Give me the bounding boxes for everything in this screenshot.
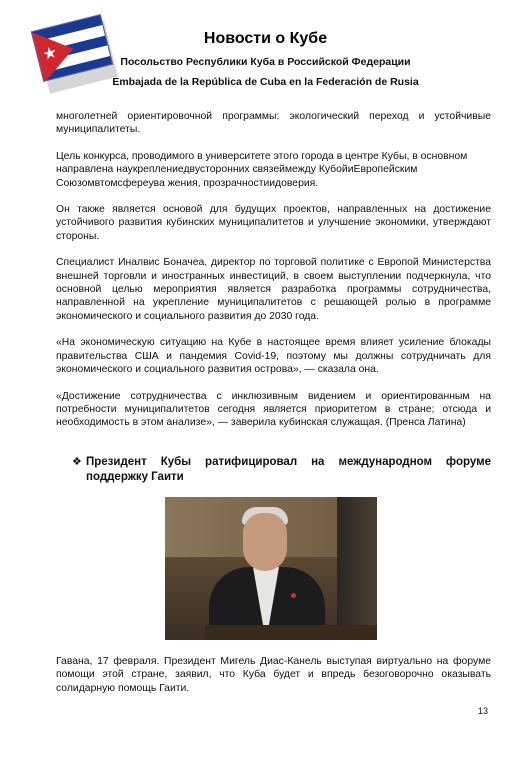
article-photo: [165, 497, 377, 640]
article-headline: [72, 455, 491, 485]
embassy-name-es: Embajada de la República de Cuba en la Federación de Rusia: [112, 76, 419, 88]
cuban-flag-icon: ★: [31, 14, 113, 82]
paragraph: «На экономическую ситуацию на Кубе в настоящее время влияет усиление блокады правительства США и пандемия Covid-19, поэтому мы должны сотрудничать для экономического и социального развития острова», — сказала она.: [56, 337, 491, 376]
page-title: Новости о Кубе: [203, 30, 328, 47]
page-number: 13: [478, 706, 489, 716]
headline-text: Президент Кубы ратифицировал на международном форуме поддержку Гаити: [86, 456, 491, 483]
paragraph: «Достижение сотрудничества с инклюзивным видением и ориентированным на потребности муниципалитетов сегодня является приоритетом в стране; отсюда и необходимость в этом анализе», — заверила кубинская служащая. (Пренса Латина): [56, 390, 491, 429]
article-caption: Гавана, 17 февраля. Президент Мигель Диас-Канель выступая виртуально на форуме помощи этой стране, заявил, что Куба будет и впредь безоговорочно оказывать солидарную помощь Гаити.: [56, 656, 491, 694]
paragraph: Специалист Иналвис Боначеа, директор по торговой политике с Европой Министерства внешней торговли и иностранных инвестиций, в своем выступлении подчеркнула, что основной целью мероприятия является разработка программы сотрудничества, направленной на укрепление муниципалитетов с решающей ролью в программе экономического и социального развития до 2030 года.: [56, 257, 491, 322]
diamond-bullet-icon: ❖: [72, 456, 82, 468]
paragraph: Цель конкурса, проводимого в университете этого города в центре Кубы, в основном направлена наукреплениедвусторонних связеймежду КубойиЕвропейским Союзомвтомсфереува жения, прозрачностиидоверия.: [56, 150, 468, 189]
paragraph: Он также является основой для будущих проектов, направленных на достижение устойчивого развития кубинских муниципалитетов и улучшение экономики, утверждают стороны.: [56, 204, 491, 242]
embassy-name-ru: Посольство Республики Куба в Российской Федерации: [120, 56, 411, 68]
paragraph: многолетней ориентировочной программы: экологический переход и устойчивые муниципалитеты.: [56, 111, 491, 136]
article-body: [56, 110, 491, 430]
